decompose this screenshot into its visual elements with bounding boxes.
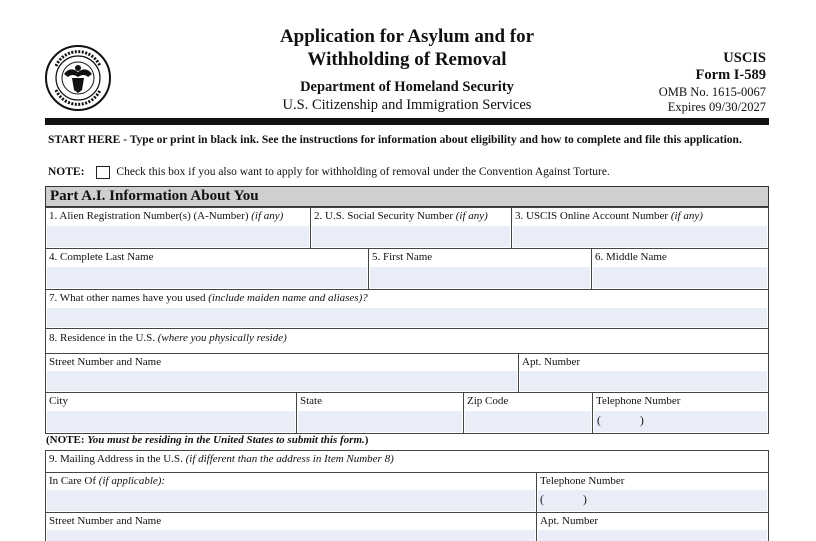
phone-area-close: ): [640, 415, 644, 427]
last-name-cell: [45, 248, 369, 290]
uscis-account-cell: [511, 207, 769, 249]
uscis-account-label: 3. USCIS Online Account Number (if any): [515, 210, 703, 222]
residence-state-cell: [296, 392, 464, 434]
residence-street-label: Street Number and Name: [49, 356, 162, 368]
residence-zip-cell: [463, 392, 593, 434]
form-title-line2: Withholding of Removal: [307, 49, 507, 70]
residence-apt-input[interactable]: [520, 371, 767, 391]
middle-name-label: 6. Middle Name: [595, 251, 667, 263]
last-name-label: 4. Complete Last Name: [49, 251, 154, 263]
part-a1-header: Part A.I. Information About You: [45, 186, 769, 207]
a-number-label: 1. Alien Registration Number(s) (A-Number) (if any): [49, 210, 284, 222]
other-names-input[interactable]: [47, 308, 767, 327]
residence-heading-cell: [45, 328, 769, 354]
residence-state-input[interactable]: [298, 411, 462, 432]
department-name: Department of Homeland Security: [300, 79, 514, 95]
mailing-apt-cell: [536, 512, 769, 541]
other-names-cell: [45, 289, 769, 329]
dhs-seal-icon: [44, 44, 112, 112]
note-checkbox-text: Check this box if you also want to apply for withholding of removal under the Convention Against Torture.: [116, 166, 610, 178]
residence-apt-cell: [518, 353, 769, 393]
residence-label: 8. Residence in the U.S. (where you physically reside): [49, 332, 287, 344]
cat-note-row: [48, 165, 768, 179]
mailing-street-label: Street Number and Name: [49, 515, 162, 527]
residence-city-cell: [45, 392, 297, 434]
form-number: Form I-589: [695, 67, 766, 83]
ssn-input[interactable]: [312, 226, 510, 247]
start-here-instructions: START HERE - Type or print in black ink. See the instructions for information about eligibility and how to complete and file this application.: [48, 134, 742, 146]
mailing-apt-input[interactable]: [538, 530, 767, 541]
a-number-input[interactable]: [47, 226, 309, 247]
first-name-cell: [368, 248, 592, 290]
withholding-cat-checkbox[interactable]: [96, 166, 110, 179]
residence-street-cell: [45, 353, 519, 393]
mailing-phone-area-open: (: [540, 494, 544, 506]
other-names-label: 7. What other names have you used (include maiden name and aliases)?: [49, 292, 368, 304]
residence-city-label: City: [49, 395, 68, 407]
first-name-label: 5. First Name: [372, 251, 433, 263]
mailing-phone-cell: [536, 472, 769, 513]
in-care-of-cell: [45, 472, 537, 513]
mailing-street-cell: [45, 512, 537, 541]
residence-state-label: State: [300, 395, 322, 407]
header-divider: [45, 118, 769, 125]
omb-number: OMB No. 1615-0067: [658, 85, 766, 99]
mailing-heading-cell: [45, 450, 769, 473]
form-title-line1: Application for Asylum and for: [279, 26, 535, 47]
residence-street-input[interactable]: [47, 371, 517, 391]
residence-phone-cell: [592, 392, 769, 434]
mailing-phone-label: Telephone Number: [540, 475, 625, 487]
residence-apt-label: Apt. Number: [522, 356, 581, 368]
a-number-cell: [45, 207, 311, 249]
middle-name-input[interactable]: [593, 267, 767, 288]
first-name-input[interactable]: [370, 267, 590, 288]
middle-name-cell: [591, 248, 769, 290]
residence-zip-input[interactable]: [465, 411, 591, 432]
agency-name: U.S. Citizenship and Immigration Services: [282, 97, 532, 113]
residing-note: (NOTE: You must be residing in the United States to submit this form.): [46, 434, 369, 446]
in-care-of-input[interactable]: [47, 490, 535, 511]
mailing-label: 9. Mailing Address in the U.S. (if different than the address in Item Number 8): [49, 453, 394, 465]
residence-phone-input[interactable]: [594, 411, 767, 432]
mailing-phone-area-close: ): [583, 494, 587, 506]
mailing-phone-input[interactable]: [538, 490, 767, 511]
mailing-street-input[interactable]: [47, 530, 535, 541]
mailing-apt-label: Apt. Number: [540, 515, 599, 527]
ssn-cell: [310, 207, 512, 249]
last-name-input[interactable]: [47, 267, 367, 288]
phone-area-open: (: [597, 415, 601, 427]
agency-short: USCIS: [723, 50, 766, 66]
ssn-label: 2. U.S. Social Security Number (if any): [314, 210, 488, 222]
residence-zip-label: Zip Code: [467, 395, 509, 407]
note-label: NOTE:: [48, 166, 85, 178]
in-care-of-label: In Care Of (if applicable):: [49, 475, 166, 487]
residence-city-input[interactable]: [47, 411, 295, 432]
expiration-date: Expires 09/30/2027: [667, 100, 766, 114]
residence-phone-label: Telephone Number: [596, 395, 681, 407]
uscis-account-input[interactable]: [513, 226, 767, 247]
